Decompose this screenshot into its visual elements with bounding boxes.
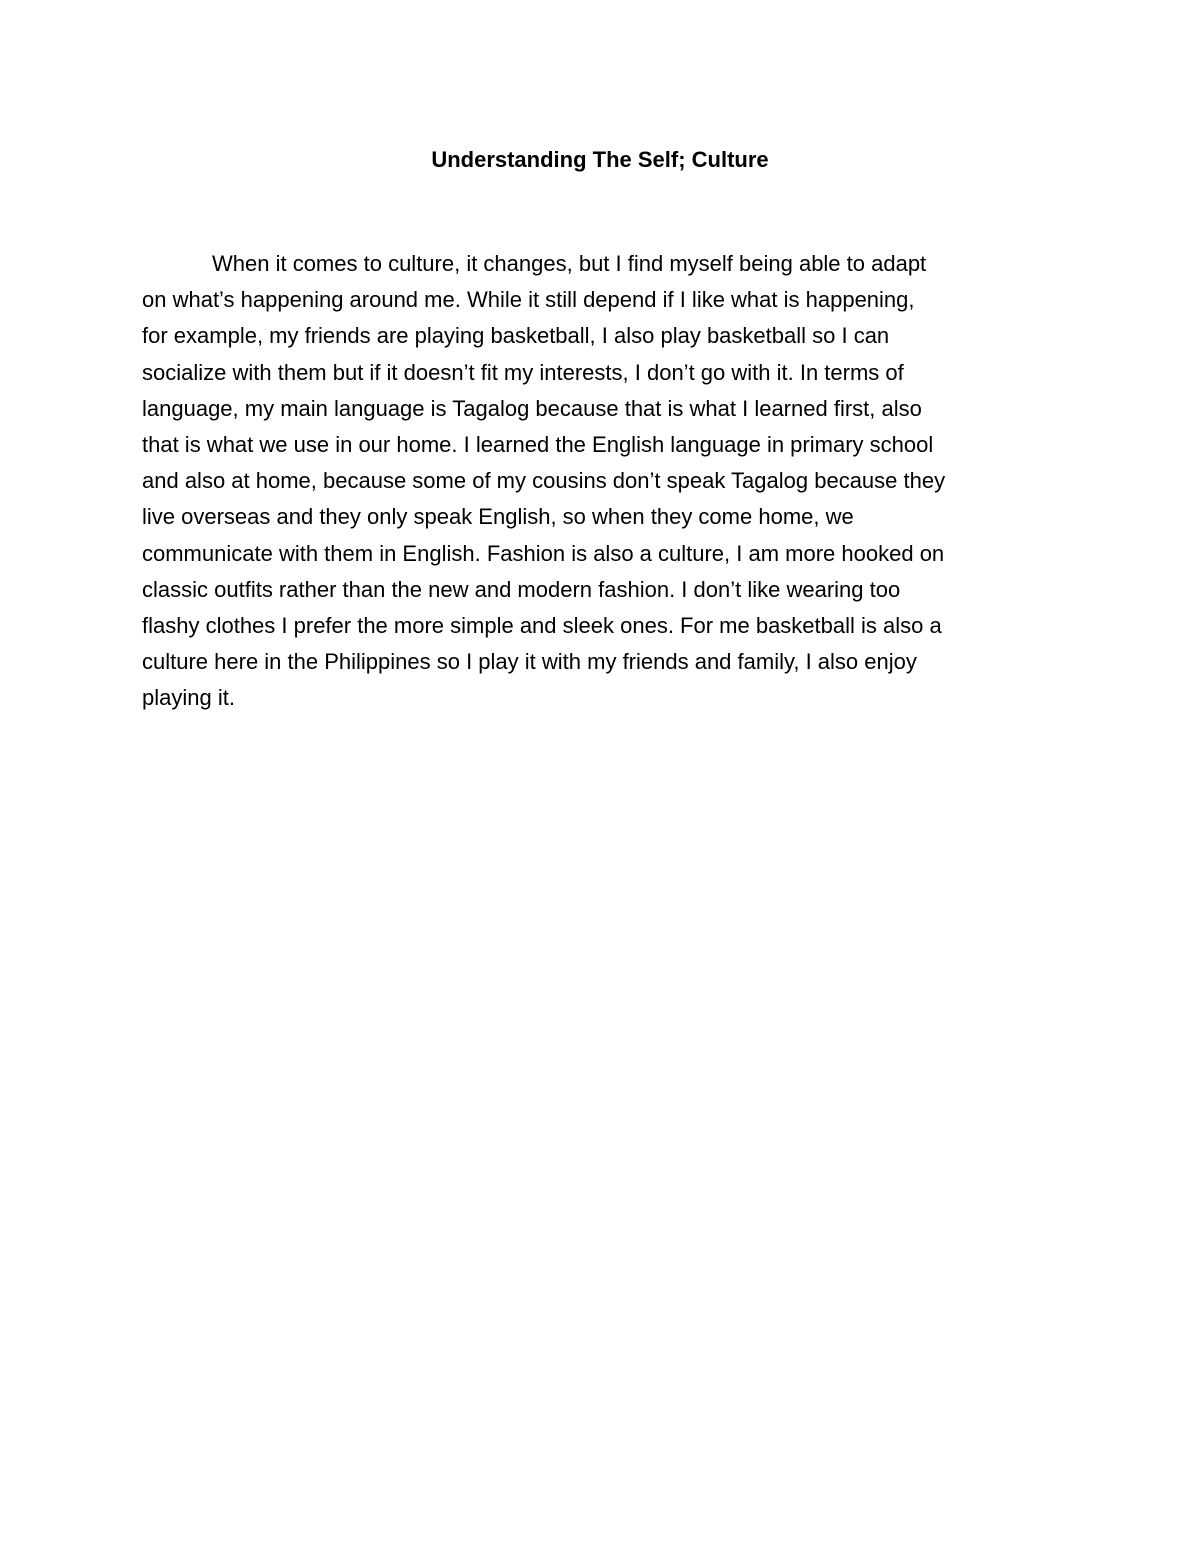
paragraph-line: on what’s happening around me. While it still depend if I like what is happening, xyxy=(142,287,915,313)
paragraph-line: playing it. xyxy=(142,685,235,711)
paragraph-line: and also at home, because some of my cousins don’t speak Tagalog because they xyxy=(142,468,946,494)
document-title: Understanding The Self; Culture xyxy=(431,147,769,172)
paragraph-line: communicate with them in English. Fashion is also a culture, I am more hooked on xyxy=(142,540,945,566)
paragraph-line: live overseas and they only speak English, so when they come home, we xyxy=(142,504,854,530)
paragraph-line: classic outfits rather than the new and modern fashion. I don’t like wearing too xyxy=(142,576,901,602)
paragraph-line: for example, my friends are playing basketball, I also play basketball so I can xyxy=(142,323,890,349)
essay-paragraph xyxy=(142,246,1082,716)
paragraph-line: When it comes to culture, it changes, but I find myself being able to adapt xyxy=(212,251,927,276)
paragraph-line: culture here in the Philippines so I play it with my friends and family, I also enjoy xyxy=(142,649,917,675)
paragraph-line: flashy clothes I prefer the more simple and sleek ones. For me basketball is also a xyxy=(142,612,942,638)
paragraph-line: language, my main language is Tagalog because that is what I learned first, also xyxy=(142,395,922,421)
paragraph-line: that is what we use in our home. I learned the English language in primary school xyxy=(142,431,934,457)
paragraph-line: socialize with them but if it doesn’t fit my interests, I don’t go with it. In terms of xyxy=(142,359,904,385)
